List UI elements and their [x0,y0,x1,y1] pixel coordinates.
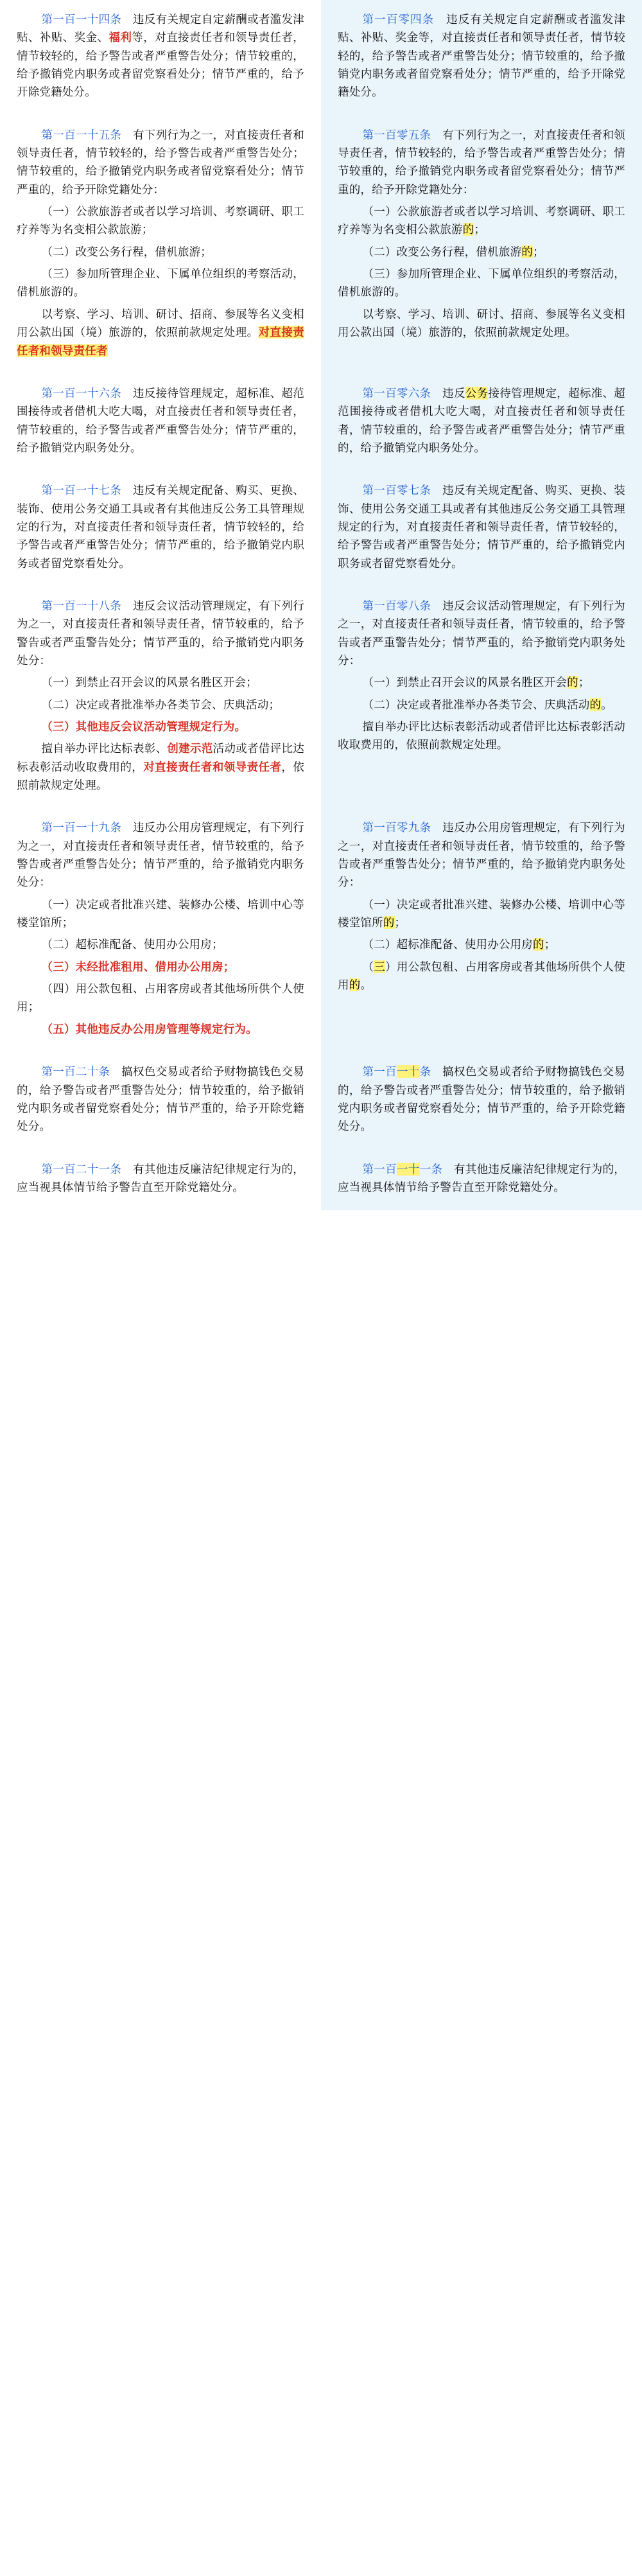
article-paragraph [338,384,625,457]
text-run: （二）改变公务行程，借机旅游； [41,245,212,258]
text-run: 对直接责任者和领导责任者 [143,760,282,773]
text-run: 一十 [396,1162,420,1176]
text-run: （一）决定或者批准兴建、装修办公楼、培训中心等楼堂馆所 [338,897,625,930]
article-paragraph [17,739,304,794]
text-run: （一）到禁止召开会议的风景名胜区开会； [41,676,257,689]
article-paragraph [17,1063,304,1135]
article-paragraph [17,481,304,572]
text-run: 的 [462,223,474,236]
text-run: （一）决定或者批准兴建、装修办公楼、培训中心等楼堂馆所； [17,897,304,930]
article-cell-after [321,808,642,1052]
text-run: 违反有关规定自定薪酬或者滥发津贴、补贴、奖金、 [17,13,305,44]
article-paragraph [338,265,625,301]
text-run: 的 [349,978,361,992]
text-run: （一）到禁止召开会议的风景名胜区开会 [362,676,568,689]
article-paragraph [17,126,304,198]
text-run: 以考察、学习、培训、研讨、招商、参展等名义变相用公款出国（境）旅游的，依照前款规定处理。 [338,307,625,339]
article-cell-before [0,1052,321,1149]
comparison-document [0,0,642,1210]
text-run: ，依照前款规定处理。 [17,760,305,792]
text-run: 第一百零八条 [362,599,431,612]
text-run: 擅自举办评比达标表彰活动或者借评比达标表彰活动收取费用的，依照前款规定处理。 [338,720,625,752]
article-rows [0,0,642,1210]
text-run: 第一百零六条 [362,386,431,400]
text-run: 的 [533,938,544,951]
text-run: 第一百一十四条 [41,13,122,26]
article-paragraph [17,673,304,691]
text-run: 第一百一十七条 [41,484,122,497]
text-run: 有下列行为之一，对直接责任者和领导责任者，情节较轻的，给予警告或者严重警告处分；情节较重的，给予撤销党内职务或者留党察看处分；情节严重的，给予开除党籍处分： [338,128,625,196]
text-run: （二）超标准配备、使用办公用房 [362,938,533,951]
text-run: 违反有关规定配备、购买、更换、装饰、使用公务交通工具或者有其他违反公务交通工具管理规定的行为，对直接责任者和领导责任者，情节较轻的，给予警告或者严重警告处分；情节严重的，给予撤销党内职务或者留党察看处分。 [338,484,625,570]
text-run: 活动或者借评比达标表彰活动收取费用的， [17,742,304,773]
text-run: ； [394,916,406,930]
article-paragraph [17,1020,304,1038]
article-paragraph [338,597,625,669]
article-paragraph [17,243,304,261]
text-run: 第一百 [362,1162,397,1176]
text-run: 有下列行为之一，对直接责任者和领导责任者，情节较轻的，给予警告或者严重警告处分；情节较重的，给予撤销党内职务或者留党察看处分；情节严重的，给予开除党籍处分： [17,128,305,196]
article-paragraph [338,481,625,572]
article-row [0,0,642,116]
text-run: 搞权色交易或者给予财物搞钱色交易的，给予警告或者严重警告处分；情节较重的，给予撤销党内职务或者留党察看处分；情节严重的，给予开除党籍处分。 [17,1065,304,1133]
article-paragraph [17,1160,304,1197]
article-paragraph [338,696,625,714]
text-run: 公务 [465,386,489,400]
article-paragraph [338,305,625,342]
text-run: 的 [567,676,578,689]
article-cell-before [0,587,321,808]
text-run: （三）参加所管理企业、下属单位组织的考察活动，借机旅游的。 [338,267,625,299]
text-run: 违反会议活动管理规定，有下列行为之一，对直接责任者和领导责任者，情节较重的，给予警告或者严重警告处分；情节严重的，给予撤销党内职务处分： [17,599,305,667]
article-paragraph [338,1063,625,1135]
text-run: 违反办公用房管理规定，有下列行为之一，对直接责任者和领导责任者，情节较重的，给予警告或者严重警告处分；情节严重的，给予撤销党内职务处分： [17,821,305,889]
article-paragraph [338,935,625,953]
text-run: （ [362,960,374,973]
text-run: 第一百二十一条 [41,1162,122,1176]
article-cell-before [0,1150,321,1211]
text-run: 第一百一十八条 [41,599,122,612]
text-run: 三 [374,960,386,973]
article-paragraph [338,718,625,754]
article-paragraph [17,718,304,736]
text-run: （一）公款旅游者或者以学习培训、考察调研、职工疗养等为名变相公款旅游 [338,205,625,236]
text-run: 接待管理规定，超标准、超范围接待或者借机大吃大喝，对直接责任者和领导责任者，情节较重的，给予警告或者严重警告处分；情节严重的，给予撤销党内职务处分。 [338,386,626,454]
text-run: （五）其他违反办公用房管理等规定行为。 [41,1022,257,1036]
text-run: 一十 [396,1065,420,1079]
article-paragraph [338,818,625,891]
article-paragraph [338,1160,625,1197]
article-paragraph [17,895,304,932]
text-run: （二）决定或者批准举办各类节会、庆典活动 [362,698,590,711]
text-run: 一条 [419,1162,443,1176]
text-run: 第一百零四条 [362,13,435,26]
text-run: 条 [419,1065,431,1079]
text-run: ； [544,938,556,951]
text-run: 第一百 [362,1065,397,1079]
text-run: （二）改变公务行程，借机旅游 [362,245,522,258]
article-cell-after [321,587,642,808]
article-cell-before [0,374,321,471]
article-paragraph [338,243,625,261]
article-paragraph [338,895,625,932]
text-run: 福利 [108,31,132,44]
article-cell-before [0,471,321,587]
text-run: 擅自举办评比达标表彰、 [41,742,168,755]
text-run: 第一百零九条 [362,821,431,834]
article-cell-after [321,1150,642,1211]
text-run: （三）其他违反会议活动管理规定行为。 [41,720,247,733]
article-paragraph [17,384,304,457]
text-run: 违反 [431,386,465,400]
text-run: 的 [521,245,534,258]
text-run: （三）参加所管理企业、下属单位组织的考察活动，借机旅游的。 [17,267,304,299]
article-row [0,374,642,471]
article-paragraph [338,958,625,994]
text-run: 第一百一十六条 [41,386,122,400]
article-cell-after [321,1052,642,1149]
text-run: 第一百一十五条 [41,128,122,141]
text-run: 以考察、学习、培训、研讨、招商、参展等名义变相用公款出国（境）旅游的，依照前款规定处理。 [17,307,304,339]
article-paragraph [17,10,304,101]
article-row [0,587,642,808]
article-paragraph [17,935,304,953]
article-cell-after [321,116,642,374]
text-run: （二）超标准配备、使用办公用房； [41,938,223,951]
article-paragraph [338,126,625,198]
text-run: ； [474,223,486,236]
article-cell-after [321,0,642,116]
article-cell-before [0,116,321,374]
article-paragraph [17,265,304,301]
article-paragraph [338,10,625,101]
text-run: 第一百零五条 [362,128,431,141]
text-run: 有其他违反廉洁纪律规定行为的，应当视具体情节给予警告直至开除党籍处分。 [17,1162,305,1194]
article-paragraph [17,958,304,976]
article-cell-before [0,808,321,1052]
text-run: 对直接责任者和领导责任者 [17,326,304,357]
article-paragraph [17,597,304,669]
article-cell-after [321,374,642,471]
article-paragraph [338,202,625,239]
article-row [0,471,642,587]
text-run: 违反接待管理规定，超标准、超范围接待或者借机大吃大喝，对直接责任者和领导责任者，情节较重的，给予警告或者严重警告处分；情节严重的，给予撤销党内职务处分。 [17,386,305,454]
text-run: 的 [589,698,602,711]
text-run: 等，对直接责任者和领导责任者，情节较轻的，给予警告或者严重警告处分；情节较重的，给予撤销党内职务或者留党察看处分；情节严重的，给予开除党籍处分。 [17,31,304,99]
text-run: ； [533,245,544,258]
text-run: 违反有关规定自定薪酬或者滥发津贴、补贴、奖金等，对直接责任者和领导责任者，情节较轻的，给予警告或者严重警告处分；情节较重的，给予撤销党内职务或者留党察看处分；情节严重的，给予开除党籍处分。 [338,13,626,99]
text-run: 第一百一十九条 [41,821,122,834]
article-row [0,1052,642,1149]
text-run: 。 [360,978,372,992]
text-run: ； [578,676,590,689]
text-run: 违反有关规定配备、购买、更换、装饰、使用公务交通工具或者有其他违反公务工具管理规定的行为，对直接责任者和领导责任者，情节较轻的，给予警告或者严重警告处分；情节严重的，给予撤销党内职务或者留党察看处分。 [17,484,305,570]
text-run: 的 [383,916,395,930]
text-run: （四）用公款包租、占用客房或者其他场所供个人使用； [17,982,304,1014]
text-run: 违反办公用房管理规定，有下列行为之一，对直接责任者和领导责任者，情节较重的，给予警告或者严重警告处分；情节严重的，给予撤销党内职务处分： [338,821,625,889]
article-row [0,1150,642,1211]
text-run: （一）公款旅游者或者以学习培训、考察调研、职工疗养等为名变相公款旅游； [17,205,304,236]
article-cell-before [0,0,321,116]
text-run: 第一百零七条 [362,484,431,497]
article-row [0,116,642,374]
text-run: 有其他违反廉洁纪律规定行为的，应当视具体情节给予警告直至开除党籍处分。 [338,1162,626,1194]
article-paragraph [17,818,304,891]
article-paragraph [17,305,304,360]
text-run: 第一百二十条 [41,1065,110,1079]
article-paragraph [338,673,625,691]
article-paragraph [17,696,304,714]
article-paragraph [17,202,304,239]
text-run: 搞权色交易或者给予财物搞钱色交易的，给予警告或者严重警告处分；情节较重的，给予撤销党内职务或者留党察看处分；情节严重的，给予开除党籍处分。 [338,1065,626,1133]
text-run: 违反会议活动管理规定，有下列行为之一，对直接责任者和领导责任者，情节较重的，给予警告或者严重警告处分；情节严重的，给予撤销党内职务处分： [338,599,625,667]
text-run: （二）决定或者批准举办各类节会、庆典活动； [41,698,281,711]
text-run: （三）未经批准租用、借用办公用房； [41,960,235,973]
text-run: 创建示范 [167,742,213,755]
text-run: 。 [601,698,612,711]
article-cell-after [321,471,642,587]
text-run: ）用公款包租、占用客房或者其他场所供个人使用 [338,960,625,992]
article-paragraph [17,980,304,1016]
article-row [0,808,642,1052]
